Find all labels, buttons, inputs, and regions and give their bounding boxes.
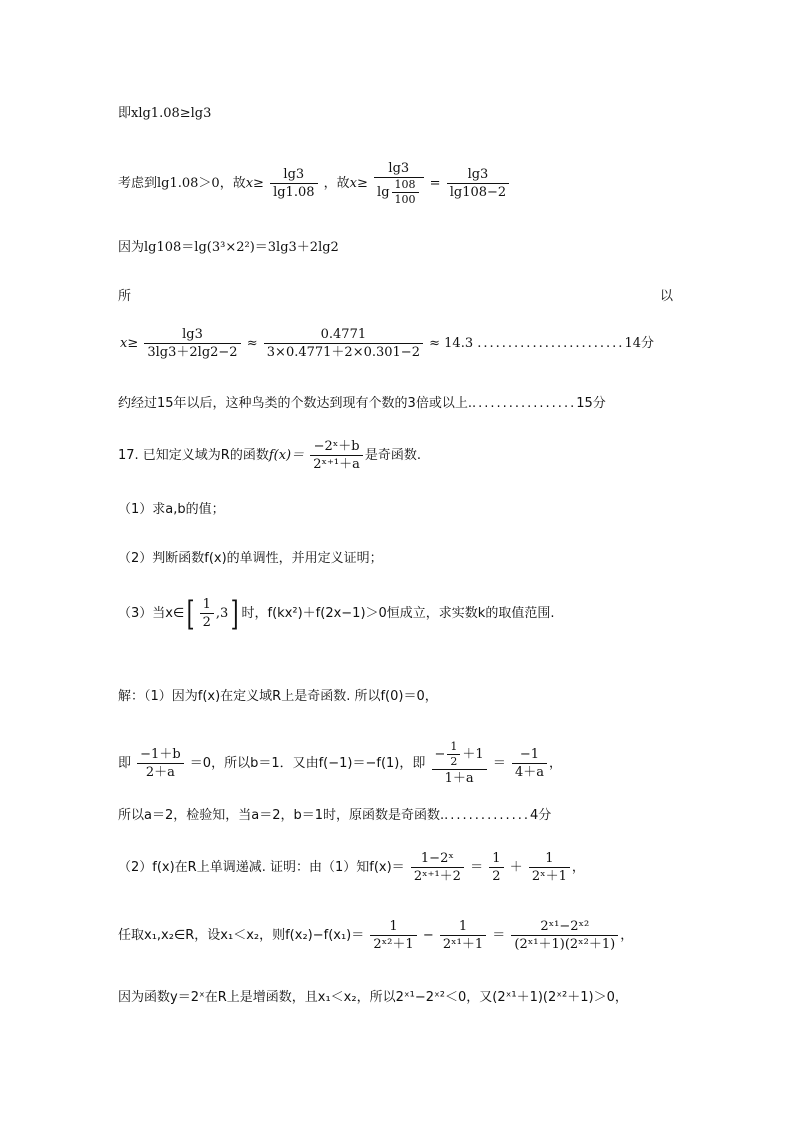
- fraction: [432, 740, 487, 787]
- text-span: ＝: [470, 860, 484, 875]
- text-span: （3）当x∈: [118, 606, 185, 621]
- fraction: [137, 746, 184, 781]
- line-because: 因为lg108＝lg(3³×2²)＝3lg3＋2lg2: [118, 240, 339, 255]
- left-bracket: [: [186, 593, 195, 634]
- solution-line-2: [118, 740, 562, 787]
- denominator: [374, 178, 423, 207]
- text-span: ，: [549, 756, 563, 771]
- fraction: [440, 918, 486, 953]
- text-span: ..............: [444, 808, 530, 823]
- denominator: 2: [202, 615, 211, 630]
- text-span: ，故: [323, 176, 350, 191]
- numerator: 1: [529, 850, 570, 868]
- numerator: 1: [447, 740, 460, 755]
- fraction: [392, 178, 419, 207]
- text-span: .................: [471, 396, 577, 411]
- line-consider: [118, 160, 511, 207]
- numerator: 1: [370, 918, 416, 936]
- text-span: 考虑到lg1.08＞0，故: [118, 176, 246, 191]
- line-conclusion: [118, 394, 606, 414]
- numerator: lg3: [447, 166, 509, 184]
- solution-line-6: 因为函数y＝2ˣ在R上是增函数，且x₁＜x₂，所以2ˣ¹−2ˣ²＜0，又(2ˣ¹＋1)(2ˣ²＋1)＞0，: [118, 990, 628, 1005]
- text-span: 约经过15年以后，这种鸟类的个数达到现有个数的3倍或以上.: [118, 396, 472, 411]
- fraction: [264, 326, 423, 361]
- fraction: [370, 918, 416, 953]
- math-span: ,3: [215, 606, 229, 621]
- score-label: 4分: [530, 808, 552, 823]
- denominator: 2: [492, 869, 501, 884]
- numerator: 108: [392, 178, 419, 193]
- solution-line-1: 解：（1）因为f(x)在定义域R上是奇函数. 所以f(0)＝0，: [118, 689, 438, 704]
- text-span: 是奇函数.: [364, 448, 422, 463]
- text-span: ＋1: [462, 747, 484, 762]
- text-span: lg: [377, 185, 390, 200]
- text-span: 即: [118, 756, 132, 771]
- fraction: [512, 746, 547, 781]
- denominator: 2ˣ¹＋1: [442, 937, 484, 952]
- denominator: lg108−2: [449, 185, 507, 200]
- fraction: [144, 326, 240, 361]
- denominator: 3lg3＋2lg2−2: [147, 345, 238, 360]
- numerator: 1−2ˣ: [411, 850, 464, 868]
- fraction: [270, 166, 317, 201]
- text-span: ........................: [477, 336, 625, 351]
- denominator: 2ˣ²＋1: [373, 937, 414, 952]
- denominator: 3×0.4771＋2×0.301−2: [266, 345, 420, 360]
- numerator: lg3: [374, 160, 423, 178]
- text-span: ≈ 14.3: [429, 336, 474, 351]
- fraction: [200, 596, 214, 631]
- text-span: 17. 已知定义域为R的函数: [118, 448, 269, 463]
- text-span: 所以a＝2，检验知，当a＝2，b＝1时，原函数是奇函数.: [118, 808, 445, 823]
- text-span: =: [429, 176, 441, 191]
- question-part-1: （1）求a,b的值；: [118, 502, 225, 517]
- fraction: [489, 850, 503, 885]
- numerator: 1: [489, 850, 503, 868]
- fraction: [447, 740, 460, 769]
- fraction: [447, 166, 509, 201]
- math-span: f(x)＝: [268, 448, 305, 463]
- fraction: [411, 850, 464, 885]
- math-span: x≥: [120, 336, 139, 351]
- denominator: 2: [450, 755, 458, 768]
- score-label: 15分: [576, 396, 606, 411]
- fraction: [310, 438, 363, 473]
- text-span: （2）f(x)在R上单调递减. 证明：由（1）知f(x)＝: [118, 860, 405, 875]
- line-inequality: 即xlg1.08≥lg3: [118, 106, 212, 121]
- numerator: −1＋b: [137, 746, 184, 764]
- denominator: 100: [394, 193, 416, 206]
- fraction: [374, 160, 423, 207]
- denominator: (2ˣ¹＋1)(2ˣ²＋1): [514, 937, 616, 952]
- denominator: 1＋a: [444, 771, 474, 786]
- numerator: lg3: [270, 166, 317, 184]
- denominator: 2＋a: [145, 765, 175, 780]
- text-span: ，: [620, 928, 634, 943]
- denominator: 4＋a: [514, 765, 545, 780]
- math-span: x≥: [245, 176, 264, 191]
- denominator: lg1.08: [273, 185, 315, 200]
- fraction: [529, 850, 570, 885]
- numerator: 1: [440, 918, 486, 936]
- score-label: 14分: [624, 336, 654, 351]
- line-suo: 所: [118, 289, 132, 304]
- denominator: 2ˣ＋1: [531, 869, 567, 884]
- numerator: [432, 740, 487, 770]
- text-span: ≈: [246, 336, 258, 351]
- numerator: 0.4771: [264, 326, 423, 344]
- numerator: 2ˣ¹−2ˣ²: [511, 918, 618, 936]
- numerator: −1: [512, 746, 547, 764]
- text-span: −: [422, 928, 434, 943]
- numerator: −2ˣ＋b: [310, 438, 363, 456]
- question-part-3: [118, 593, 555, 634]
- right-bracket: ]: [230, 593, 239, 634]
- numerator: lg3: [144, 326, 240, 344]
- denominator: 2ˣ⁺¹＋a: [313, 457, 360, 472]
- text-span: 任取x₁,x₂∈R，设x₁＜x₂，则f(x₂)−f(x₁)＝: [118, 928, 365, 943]
- math-span: x≥: [349, 176, 368, 191]
- solution-line-4: [118, 850, 585, 885]
- text-span: ＝0，所以b＝1．又由f(−1)＝−f(1)，即: [189, 756, 426, 771]
- fraction: [511, 918, 618, 953]
- solution-line-5: [118, 918, 633, 953]
- text-span: ＝: [492, 928, 506, 943]
- denominator: 2ˣ⁺¹＋2: [413, 869, 461, 884]
- text-span: −: [434, 747, 446, 762]
- line-approx: [120, 326, 654, 361]
- solution-line-3: [118, 806, 551, 826]
- question-17: [118, 438, 421, 473]
- line-yi: 以: [660, 289, 674, 304]
- text-span: ＝: [492, 756, 506, 771]
- numerator: 1: [200, 596, 214, 614]
- question-part-2: （2）判断函数f(x)的单调性，并用定义证明；: [118, 551, 383, 566]
- text-span: 时，f(kx²)＋f(2x−1)＞0恒成立，求实数k的取值范围.: [241, 606, 555, 621]
- text-span: ，: [571, 860, 585, 875]
- text-span: ＋: [509, 860, 523, 875]
